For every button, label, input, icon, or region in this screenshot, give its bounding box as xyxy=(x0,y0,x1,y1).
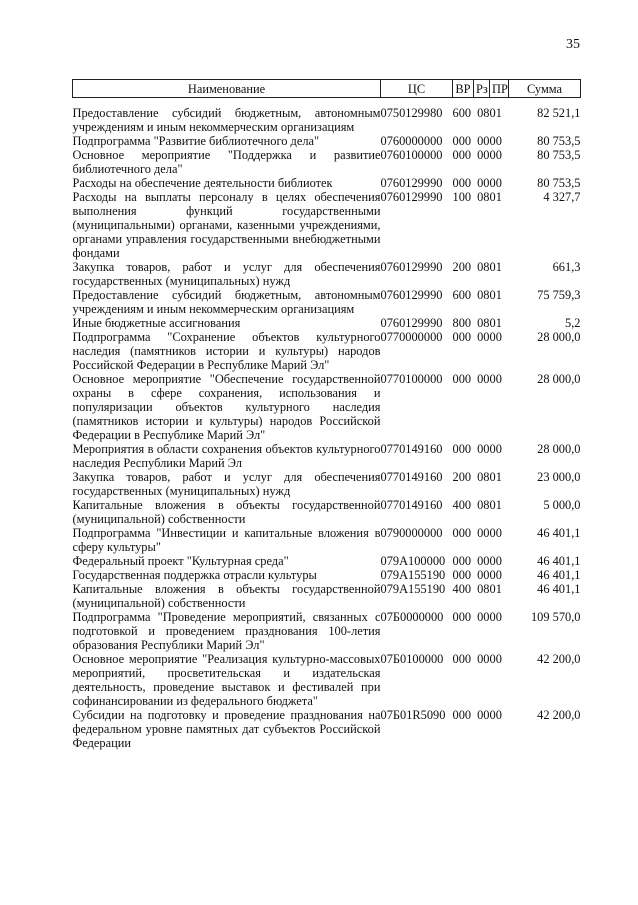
row-cs: 07Б0000000 xyxy=(380,610,444,624)
row-cs: 079A155190 xyxy=(380,582,446,596)
row-rz: 08 xyxy=(477,470,490,484)
table-row xyxy=(73,610,581,652)
table-row xyxy=(73,190,581,260)
row-vr: 600 xyxy=(452,288,472,302)
row-name: Капитальные вложения в объекты государственной (муниципальной) собственности xyxy=(72,582,381,610)
row-rz: 08 xyxy=(477,190,490,204)
row-vr: 000 xyxy=(452,554,472,568)
row-cs: 0760129990 xyxy=(380,288,443,302)
row-name: Государственная поддержка отрасли культуры xyxy=(72,568,317,582)
row-sum: 4 327,7 xyxy=(543,190,581,204)
row-cs: 0760129990 xyxy=(380,176,443,190)
row-sum: 82 521,1 xyxy=(537,106,581,120)
table-row xyxy=(73,708,581,750)
row-rz: 00 xyxy=(477,176,490,190)
row-sum: 46 401,1 xyxy=(537,526,581,540)
table-row xyxy=(73,442,581,470)
row-vr: 000 xyxy=(452,708,472,722)
table-row xyxy=(73,526,581,554)
row-pr: 01 xyxy=(489,582,502,596)
table-header xyxy=(73,80,581,107)
row-vr: 600 xyxy=(452,106,472,120)
row-name: Расходы на выплаты персоналу в целях обеспечения выполнения функций государственными (муниципальными) органами, казенными учреждениями, органами управления государственными внебюджетными фондами xyxy=(72,190,381,260)
row-vr: 400 xyxy=(452,498,472,512)
row-pr: 00 xyxy=(489,176,502,190)
row-sum: 28 000,0 xyxy=(537,372,581,386)
row-name: Мероприятия в области сохранения объектов культурного наследия Республики Марий Эл xyxy=(72,442,381,470)
row-name: Расходы на обеспечение деятельности библиотек xyxy=(72,176,333,190)
row-vr: 100 xyxy=(452,190,472,204)
row-sum: 80 753,5 xyxy=(537,176,581,190)
row-vr: 000 xyxy=(452,148,472,162)
table-row xyxy=(73,554,581,568)
row-cs: 0770000000 xyxy=(380,330,443,344)
table-row xyxy=(73,330,581,372)
header-name: Наименование xyxy=(73,80,381,98)
row-pr: 00 xyxy=(489,372,502,386)
row-rz: 00 xyxy=(477,554,490,568)
row-vr: 000 xyxy=(452,134,472,148)
row-cs: 0760129990 xyxy=(380,316,443,330)
table-row xyxy=(73,260,581,288)
page-number: 35 xyxy=(566,37,580,52)
row-name: Подпрограмма "Развитие библиотечного дела" xyxy=(72,134,320,148)
row-vr: 200 xyxy=(452,470,472,484)
row-rz: 08 xyxy=(477,582,490,596)
row-cs: 0770149160 xyxy=(380,442,443,456)
row-cs: 0760129990 xyxy=(380,260,443,274)
table-row xyxy=(73,498,581,526)
row-vr: 000 xyxy=(452,568,472,582)
row-rz: 00 xyxy=(477,652,490,666)
row-pr: 00 xyxy=(489,148,502,162)
row-sum: 28 000,0 xyxy=(537,442,581,456)
table-row xyxy=(73,176,581,190)
row-vr: 800 xyxy=(452,316,472,330)
row-vr: 000 xyxy=(452,442,472,456)
row-rz: 00 xyxy=(477,372,490,386)
row-sum: 46 401,1 xyxy=(537,582,581,596)
row-sum: 46 401,1 xyxy=(537,554,581,568)
row-rz: 00 xyxy=(477,442,490,456)
row-rz: 00 xyxy=(477,330,490,344)
row-name: Предоставление субсидий бюджетным, автономным учреждениям и иным некоммерческим организациям xyxy=(72,288,381,316)
row-pr: 01 xyxy=(489,190,502,204)
row-pr: 01 xyxy=(489,470,502,484)
row-vr: 200 xyxy=(452,260,472,274)
row-pr: 00 xyxy=(489,708,502,722)
header-rz: Рз xyxy=(474,80,490,98)
row-sum: 80 753,5 xyxy=(537,134,581,148)
row-vr: 000 xyxy=(452,652,472,666)
row-cs: 079A100000 xyxy=(380,554,446,568)
row-pr: 01 xyxy=(489,316,502,330)
row-sum: 109 570,0 xyxy=(530,610,581,624)
row-name: Основное мероприятие "Обеспечение государственной охраны в сфере сохранения, использования и популяризации объектов культурного наследия (памятников истории и культуры) народов Российской Федерации в Республике Марий Эл" xyxy=(72,372,381,442)
row-sum: 23 000,0 xyxy=(537,470,581,484)
row-rz: 00 xyxy=(477,610,490,624)
row-name: Закупка товаров, работ и услуг для обеспечения государственных (муниципальных) нужд xyxy=(72,470,381,498)
row-pr: 00 xyxy=(489,568,502,582)
row-sum: 42 200,0 xyxy=(537,708,581,722)
row-pr: 00 xyxy=(489,442,502,456)
row-pr: 01 xyxy=(489,288,502,302)
row-rz: 08 xyxy=(477,498,490,512)
row-pr: 01 xyxy=(489,260,502,274)
table-row xyxy=(73,470,581,498)
row-pr: 00 xyxy=(489,526,502,540)
row-rz: 08 xyxy=(477,316,490,330)
table-body xyxy=(73,106,581,750)
row-vr: 000 xyxy=(452,330,472,344)
row-rz: 00 xyxy=(477,568,490,582)
row-rz: 00 xyxy=(477,134,490,148)
row-sum: 46 401,1 xyxy=(537,568,581,582)
header-vr: ВР xyxy=(453,80,474,98)
row-sum: 5 000,0 xyxy=(543,498,581,512)
table-row xyxy=(73,582,581,610)
table-row xyxy=(73,652,581,708)
row-sum: 75 759,3 xyxy=(537,288,581,302)
row-name: Капитальные вложения в объекты государственной (муниципальной) собственности xyxy=(72,498,381,526)
row-vr: 000 xyxy=(452,526,472,540)
row-vr: 000 xyxy=(452,372,472,386)
row-cs: 079A155190 xyxy=(380,568,446,582)
row-rz: 08 xyxy=(477,106,490,120)
row-pr: 00 xyxy=(489,652,502,666)
row-name: Основное мероприятие "Поддержка и развитие библиотечного дела" xyxy=(72,148,381,176)
row-name: Предоставление субсидий бюджетным, автономным учреждениям и иным некоммерческим организациям xyxy=(72,106,381,134)
row-name: Основное мероприятие "Реализация культурно-массовых мероприятий, просветительская и издательская деятельность, проведение выставок и фестивалей при софинансировании из федерального бюджета" xyxy=(72,652,381,708)
budget-table xyxy=(72,79,581,750)
table-row xyxy=(73,372,581,442)
row-pr: 01 xyxy=(489,106,502,120)
row-pr: 01 xyxy=(489,498,502,512)
row-rz: 00 xyxy=(477,148,490,162)
row-sum: 80 753,5 xyxy=(537,148,581,162)
row-sum: 28 000,0 xyxy=(537,330,581,344)
row-name: Подпрограмма "Сохранение объектов культурного наследия (памятников истории и культуры) народов Российской Федерации в Республике Марий Эл" xyxy=(72,330,381,372)
row-sum: 5,2 xyxy=(565,316,581,330)
row-pr: 00 xyxy=(489,610,502,624)
row-sum: 661,3 xyxy=(552,260,581,274)
row-vr: 000 xyxy=(452,176,472,190)
table-row xyxy=(73,288,581,316)
table-row xyxy=(73,148,581,176)
row-pr: 00 xyxy=(489,330,502,344)
row-name: Федеральный проект "Культурная среда" xyxy=(72,554,289,568)
row-cs: 0760000000 xyxy=(380,134,443,148)
table-row xyxy=(73,568,581,582)
row-rz: 08 xyxy=(477,260,490,274)
row-cs: 0750129980 xyxy=(380,106,443,120)
row-rz: 08 xyxy=(477,288,490,302)
row-vr: 400 xyxy=(452,582,472,596)
row-cs: 0770100000 xyxy=(380,372,443,386)
table-row xyxy=(73,134,581,148)
row-name: Подпрограмма "Проведение мероприятий, связанных с подготовкой и проведением празднования 100-летия образования Республики Марий Эл" xyxy=(72,610,381,652)
header-pr: ПР xyxy=(490,80,509,98)
row-rz: 00 xyxy=(477,526,490,540)
table-row xyxy=(73,316,581,330)
row-name: Закупка товаров, работ и услуг для обеспечения государственных (муниципальных) нужд xyxy=(72,260,381,288)
row-cs: 07Б0100000 xyxy=(380,652,444,666)
row-rz: 00 xyxy=(477,708,490,722)
row-cs: 0760129990 xyxy=(380,190,443,204)
row-cs: 0770149160 xyxy=(380,498,443,512)
header-sum: Сумма xyxy=(509,80,581,98)
row-cs: 07Б01R5090 xyxy=(380,708,446,722)
row-cs: 0790000000 xyxy=(380,526,443,540)
row-name: Субсидии на подготовку и проведение празднования на федеральном уровне памятных дат субъектов Российской Федерации xyxy=(72,708,381,750)
row-name: Подпрограмма "Инвестиции и капитальные вложения в сферу культуры" xyxy=(72,526,381,554)
table-row xyxy=(73,106,581,134)
row-cs: 0760100000 xyxy=(380,148,443,162)
row-name: Иные бюджетные ассигнования xyxy=(72,316,241,330)
row-cs: 0770149160 xyxy=(380,470,443,484)
row-vr: 000 xyxy=(452,610,472,624)
header-cs: ЦС xyxy=(381,80,453,98)
row-sum: 42 200,0 xyxy=(537,652,581,666)
row-pr: 00 xyxy=(489,554,502,568)
row-pr: 00 xyxy=(489,134,502,148)
